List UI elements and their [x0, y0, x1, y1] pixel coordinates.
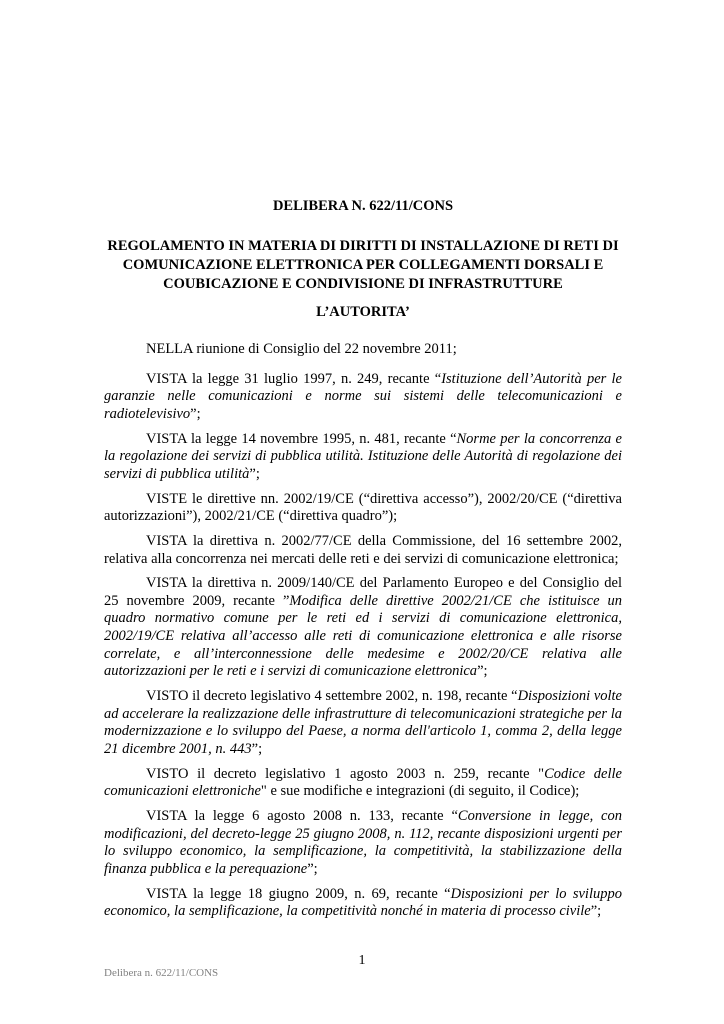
paragraph-text: ”; [477, 663, 488, 680]
cited-title: Norme per la concorrenza e la regolazione dei servizi di pubblica utilità. Istituzione delle Autorità di regolazione dei servizi di pubblica utilità [104, 430, 622, 482]
paragraph-text: VISTA la legge 31 luglio 1997, n. 249, recante “ [146, 370, 442, 387]
cited-title: Istituzione dell’Autorità per le garanzie nelle comunicazioni e norme sui sistemi delle telecomunicazioni e radiotelevisivo [104, 370, 622, 422]
paragraph-text: " e sue modifiche e integrazioni (di seguito, il Codice); [260, 783, 580, 800]
paragraph-text: VISTE le direttive nn. 2002/19/CE (“direttiva accesso”), 2002/20/CE (“direttiva autorizzazioni”), 2002/21/CE (“direttiva quadro”); [104, 490, 622, 525]
authority-heading: L’AUTORITA’ [316, 304, 410, 320]
recital-paragraph [104, 766, 622, 801]
recital-paragraph [104, 371, 622, 424]
recital-paragraph [104, 491, 622, 526]
paragraph-text: VISTO il decreto legislativo 4 settembre 2002, n. 198, recante “ [146, 688, 518, 705]
cited-title: Modifica delle direttive 2002/21/CE che istituisce un quadro normativo comune per le reti ed i servizi di comunicazione elettronica, 2002/19/CE relativa all’accesso alle reti di comunicazione elettronica e alle risorse correlate, e all’interconnessione delle medesime e 2002/20/CE relativa alle autorizzazioni per le reti e i servizi di comunicazione elettronica [104, 592, 623, 680]
recital-paragraph [104, 533, 622, 568]
recital-paragraph [104, 575, 622, 681]
paragraph-text: NELLA riunione di Consiglio del 22 novembre 2011; [146, 341, 457, 357]
cited-title: Disposizioni per lo sviluppo economico, la semplificazione, la competitività nonché in materia di processo civile [104, 885, 622, 920]
footer-reference: Delibera n. 622/11/CONS [104, 967, 219, 979]
recital-paragraph [104, 431, 622, 484]
paragraph-text: ”; [307, 860, 318, 877]
paragraph-text: VISTO il decreto legislativo 1 agosto 2003 n. 259, recante " [146, 765, 545, 782]
paragraph-text: ”; [251, 740, 263, 757]
recital-paragraph [104, 688, 622, 758]
cited-title: Conversione in legge, con modificazioni, del decreto-legge 25 giugno 2008, n. 112, recante disposizioni urgenti per lo sviluppo economico, la semplificazione, la competitività, la stabilizzazione della finanza pubblica e la perequazione [104, 807, 622, 877]
recital-paragraph [104, 808, 622, 878]
paragraph-text: ”; [190, 405, 201, 422]
cited-title: Codice delle comunicazioni elettroniche [104, 765, 622, 800]
page-number: 1 [358, 953, 366, 968]
cited-title: Disposizioni volte ad accelerare la realizzazione delle infrastrutture di telecomunicazioni strategiche per la modernizzazione e lo sviluppo del Paese, a norma dell'articolo 1, comma 2, della legge 21 dicembre 2001, n. 443 [104, 688, 622, 757]
paragraph-text: VISTA la legge 6 agosto 2008 n. 133, recante “ [146, 807, 458, 824]
recital-paragraph [104, 341, 622, 359]
recital-paragraph [104, 886, 622, 921]
paragraph-text: VISTA la direttiva n. 2002/77/CE della Commissione, del 16 settembre 2002, relativa alla concorrenza nei mercati delle reti e dei servizi di comunicazione elettronica; [104, 532, 622, 567]
paragraph-text: VISTA la legge 18 giugno 2009, n. 69, recante “ [146, 885, 451, 902]
paragraph-text: VISTA la legge 14 novembre 1995, n. 481, recante “ [146, 430, 457, 447]
document-body [104, 341, 622, 928]
paragraph-text: VISTA la direttiva n. 2009/140/CE del Parlamento Europeo e del Consiglio del 25 novembre 2009, recante ” [104, 575, 622, 609]
delibera-title: DELIBERA N. 622/11/CONS [272, 198, 454, 214]
paragraph-text: ”; [590, 903, 602, 920]
regulation-subject: REGOLAMENTO IN MATERIA DI DIRITTI DI INSTALLAZIONE DI RETI DI COMUNICAZIONE ELETTRONICA PER COLLEGAMENTI DORSALI E COUBICAZIONE E CONDIVISIONE DI INFRASTRUTTURE [107, 238, 619, 292]
paragraph-text: ”; [249, 465, 260, 482]
